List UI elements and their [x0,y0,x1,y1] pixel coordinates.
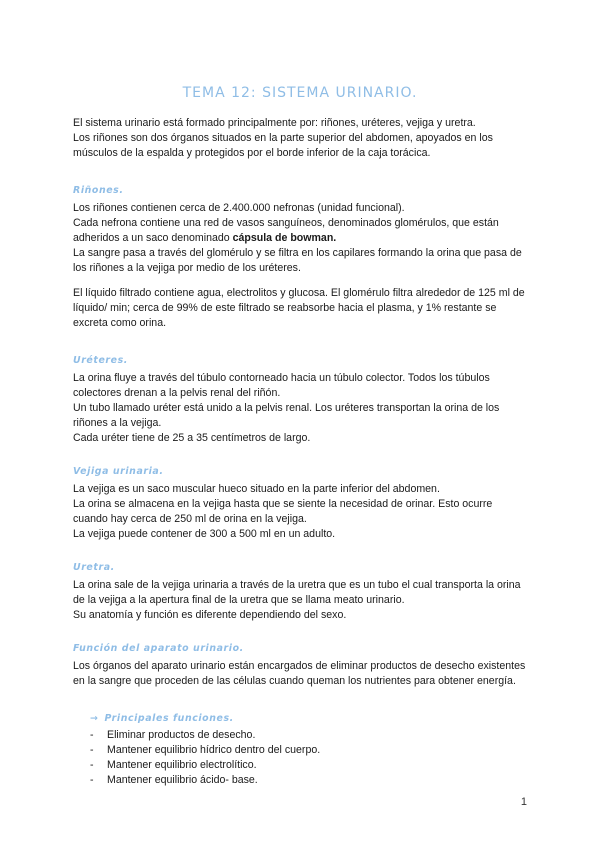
page-title: TEMA 12: SISTEMA URINARIO. [182,85,418,102]
paragraph: Un tubo llamado uréter está unido a la pelvis renal. Los uréteres transportan la orina de los riñones a la vejiga. [73,402,500,429]
section-heading-ureteres: Uréteres. [73,355,128,366]
list-item [73,758,529,773]
paragraph-text: Cada nefrona contiene una red de vasos sanguíneos, denominados glomérulos, que están adheridos a un saco denominado [73,217,499,244]
bullet-dash: - [90,774,94,786]
paragraph: Los riñones contienen cerca de 2.400.000 nefronas (unidad funcional). [73,202,405,214]
intro-paragraph: El sistema urinario está formado principalmente por: riñones, uréteres, vejiga y uretra. [73,117,476,129]
list-item-text: Eliminar productos de desecho. [107,729,256,741]
bullet-dash: - [90,759,94,771]
subheading-principales [90,711,529,726]
list-item [73,773,529,788]
paragraph: El líquido filtrado contiene agua, electrolitos y glucosa. El glomérulo filtra alrededor de 125 ml de líquido/ min; cerca de 99% de este filtrado se reabsorbe hacia el plasma, y 1% restante se excreta como orina. [73,287,525,329]
paragraph [73,216,529,246]
functions-list [73,728,529,788]
section-heading-uretra: Uretra. [73,562,115,573]
arrow-right-icon: → [90,713,99,724]
paragraph: Los órganos del aparato urinario están encargados de eliminar productos de desecho existentes en la sangre que proceden de las células cuando queman los nutrientes para obtener energía. [73,660,526,687]
paragraph: La sangre pasa a través del glomérulo y se filtra en los capilares formando la orina que pasa de los riñones a la vejiga por medio de los uréteres. [73,247,522,274]
paragraph: La orina sale de la vejiga urinaria a través de la uretra que es un tubo el cual transporta la orina de la vejiga a la apertura final de la uretra que se llama meato urinario. [73,579,521,606]
list-item-text: Mantener equilibrio electrolítico. [107,759,257,771]
list-item [73,743,529,758]
paragraph: La vejiga puede contener de 300 a 500 ml en un adulto. [73,528,336,540]
subheading-text: Principales funciones. [104,713,234,724]
list-item [73,728,529,743]
page-number: 1 [520,796,527,808]
section-heading-vejiga: Vejiga urinaria. [73,466,164,477]
bullet-dash: - [90,729,94,741]
list-item-text: Mantener equilibrio hídrico dentro del cuerpo. [107,744,321,756]
bold-term: cápsula de bowman. [232,232,337,244]
bullet-dash: - [90,744,94,756]
section-heading-rinones: Riñones. [73,185,124,196]
section-heading-funcion: Función del aparato urinario. [73,643,244,654]
paragraph: La orina fluye a través del túbulo contorneado hacia un túbulo colector. Todos los túbulos colectores drenan a la pelvis renal del riñón. [73,372,490,399]
paragraph: Su anatomía y función es diferente dependiendo del sexo. [73,609,347,621]
list-item-text: Mantener equilibrio ácido- base. [107,774,258,786]
document-body [73,116,529,788]
paragraph: La vejiga es un saco muscular hueco situado en la parte inferior del abdomen. [73,483,440,495]
paragraph: Cada uréter tiene de 25 a 35 centímetros de largo. [73,432,311,444]
paragraph: La orina se almacena en la vejiga hasta que se siente la necesidad de orinar. Esto ocurre cuando hay cerca de 250 ml de orina en la vejiga. [73,498,493,525]
intro-paragraph: Los riñones son dos órganos situados en la parte superior del abdomen, apoyados en los músculos de la espalda y protegidos por el borde inferior de la caja torácica. [73,132,493,159]
